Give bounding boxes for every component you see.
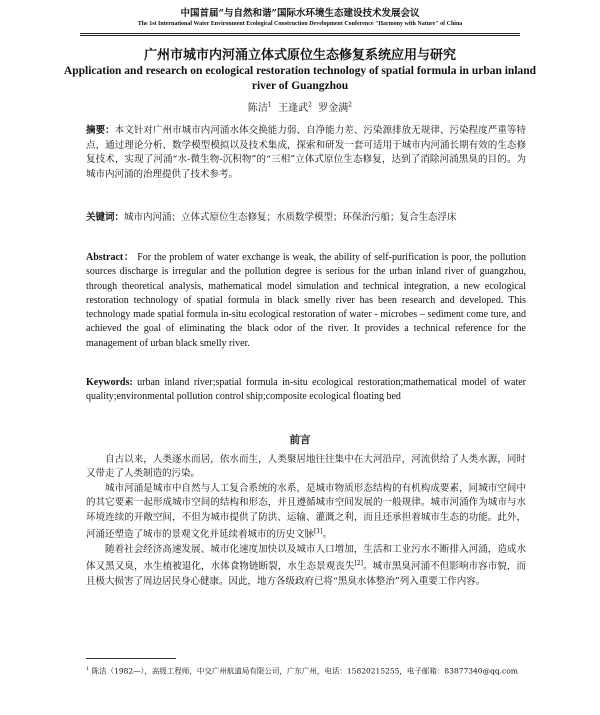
keywords-cn-label: 关键词：: [86, 212, 125, 223]
author-name: 罗金满: [318, 103, 349, 114]
author-name: 陈洁: [247, 103, 268, 114]
title-en: Application and research on ecological restoration technology of spatial formula in urban inland river of Guangzhou: [63, 65, 537, 92]
abstract-en: [86, 251, 526, 351]
body-text: [86, 453, 526, 589]
keywords-en-label: Keywords:: [86, 377, 133, 388]
paragraph-text: 随着社会经济高速发展、城市化速度加快以及城市人口增加，生活和工业污水不断排入河涌，造成水体又黑又臭，水生植被退化，水体食物链断裂，水生态景观丧失: [86, 543, 526, 573]
paragraph: [86, 543, 526, 589]
running-header: [0, 8, 600, 28]
citation-ref: [1]: [314, 528, 323, 536]
section-heading: 前言: [289, 434, 311, 446]
keywords-cn-text: 城市内河涌；立体式原位生态修复；水质数学模型；环保治污船；复合生态浮床: [124, 212, 457, 223]
title-cn: 广州市城市内河涌立体式原位生态修复系统应用与研究: [143, 48, 456, 63]
header-en: The 1st International Water Environment Ecological Construction Development Conference "Harmony with Nature" of China: [137, 21, 463, 27]
header-cn: 中国首届“与自然和谐”国际水环境生态建设技术发展会议: [180, 8, 420, 19]
abstract-cn: [86, 124, 526, 182]
abstract-cn-text: 本文针对广州市城市内河涌水体交换能力弱、自净能力差、污染源排放无规律、污染程度严重等特点，通过理论分析、数学模型模拟以及技术集成，探索和研发一套可适用于城市内河涌长期有效的生态修复技术，实现了河涌“水-微生物-沉积物”的“三相”立体式原位生态修复，达到了消除河涌黑臭的目的。为城市内河涌的治理提供了技术参考。: [86, 125, 526, 180]
header-rule-double: [80, 35, 520, 36]
footnote-marker: 1: [86, 666, 90, 672]
footnote-rule: [86, 658, 176, 659]
author-affiliation: 2: [348, 101, 353, 109]
author-affiliation: 1: [267, 101, 272, 109]
paragraph-text: 城市河涌是城市中自然与人工复合系统的水系，是城市物质形态结构的有机构成要素，同城市空间中的其它要素一起形成城市空间的结构和形态，并且遵循城市空间发展的一般规律。城市河涌作为城市与水环境连续的开敞空间，不但为城市提供了防洪、运输、灌溉之利，而且还承担着城市生态的功能。此外，河涌还塑造了城市的景观文化并延续着城市的历史文脉: [86, 482, 526, 541]
abstract-en-label: Abstract：: [86, 252, 135, 263]
footnote-text: 陈洁（1982—），高级工程师，中交广州航道局有限公司，广东广州，电话：15820215255，电子邮箱：83877340@qq.com: [91, 666, 518, 676]
keywords-en-text: urban inland river;spatial formula in-situ ecological restoration;mathematical model of water quality;environmental pollution control ship;composite ecological floating bed: [86, 377, 527, 403]
abstract-cn-label: 摘要：: [86, 125, 115, 136]
citation-ref: [2]: [354, 560, 363, 567]
paragraph-text: 自古以来，人类逐水而居，依水而生，人类聚居地往往集中在大河沿岸，河流供给了人类水源，同时又带走了人类制造的污染。: [86, 454, 526, 480]
author-affiliation: 2: [308, 101, 312, 109]
header-rule: [80, 33, 520, 34]
author-name: 王逢武: [278, 103, 309, 114]
paragraph: [86, 453, 526, 482]
footnote: [86, 663, 526, 678]
keywords-cn: [86, 211, 526, 226]
abstract-en-text: For the problem of water exchange is weak, the ability of self-purification is poor, the pollution sources discharge is irregular and the pollution degree is serious for the urban inland river of guangzhou, through theoretical analysis, mathematical model simulation and technical integration, a new ecological restoration technology of spatial formula in black smelly river has been research and developed. This technology made spatial formula in-situ ecological restoration of water - microbes – sediment come ture, and achieved the goal of eliminating the black odor of the river. It provides a technical reference for the management of urban black smelly river.: [86, 252, 527, 349]
paragraph: [86, 482, 526, 543]
paragraph-tail: 。城市黑臭河涌不但影响市容市貌，而且极大损害了周边居民身心健康。因此，地方各级政府已将“黑臭水体整治”列入重要工作内容。: [86, 561, 526, 587]
keywords-en: [86, 376, 526, 405]
authors: [0, 99, 600, 114]
paragraph-tail: 。: [322, 529, 333, 541]
